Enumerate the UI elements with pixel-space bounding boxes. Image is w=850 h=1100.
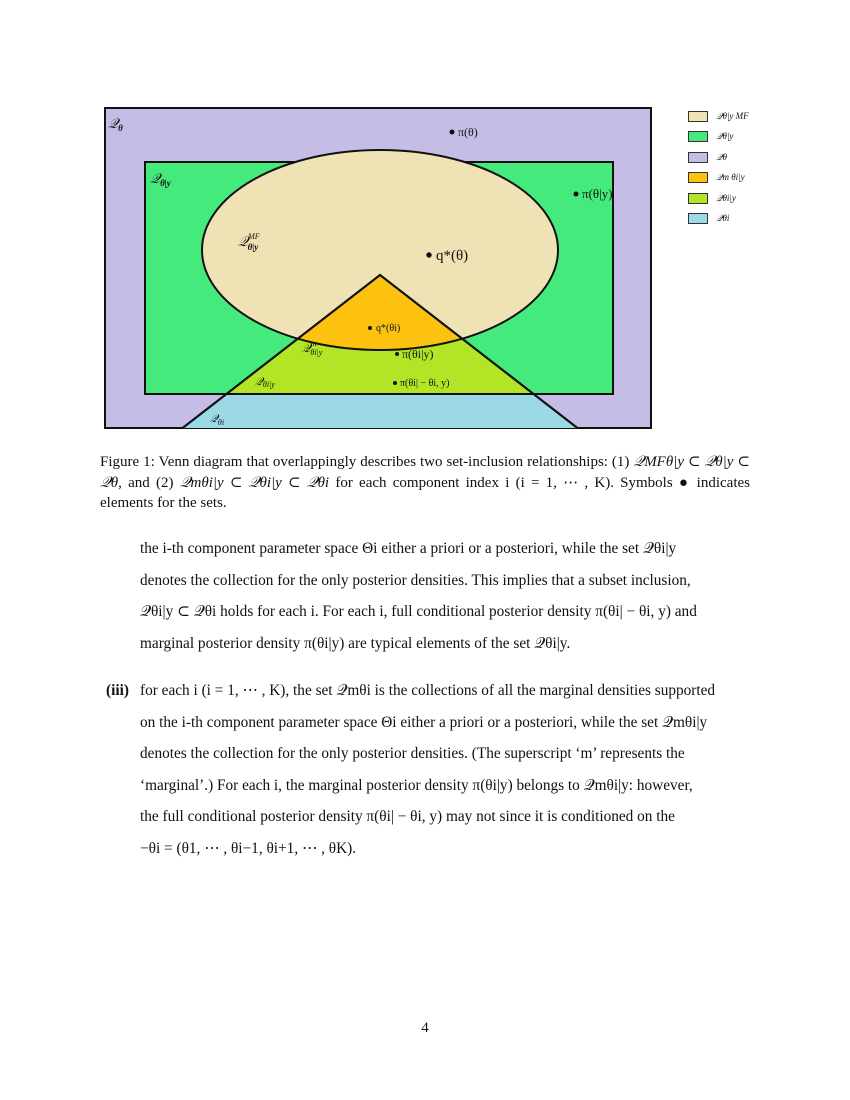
legend-swatch [688, 111, 708, 122]
paragraph-line: on the i-th component parameter space Θi either a priori or a posteriori, while the set 𝒬mθi|y [140, 713, 708, 731]
legend-label: 𝒬θ [716, 151, 727, 162]
legend-label: 𝒬θ|y MF [716, 110, 749, 121]
body-paragraph-2 [140, 675, 750, 864]
label-q-m-theta-i-y: 𝒬$^m$ θi|y [302, 339, 323, 357]
label-q-theta-i: 𝒬$_{\theta i}$ [210, 413, 225, 427]
paragraph-line: ‘marginal’.) For each i, the marginal posterior density π(θi|y) belongs to 𝒬mθi|y: however, [140, 776, 693, 794]
legend-swatch [688, 213, 708, 224]
legend-swatch [688, 193, 708, 204]
paragraph-line: for each i (i = 1, ⋯ , K), the set 𝒬mθi is the collections of all the marginal densities supported [140, 682, 716, 699]
legend-swatch [688, 152, 708, 163]
legend-label: 𝒬m θi|y [716, 172, 745, 183]
page-number: 4 [421, 1020, 429, 1036]
legend-item [688, 168, 788, 189]
legend [688, 106, 788, 229]
point-label: π(θi| − θi, y) [400, 378, 450, 389]
legend-swatch [688, 131, 708, 142]
legend-swatch [688, 172, 708, 183]
paragraph-line: −θi = (θ1, ⋯ , θi−1, θi+1, ⋯ , θK). [140, 839, 357, 857]
paragraph-line: the i-th component parameter space Θi either a priori or a posteriori, while the set 𝒬θi|y [140, 540, 677, 557]
legend-label: 𝒬θ|y [716, 131, 734, 142]
point-label: q*(θ) [436, 248, 469, 264]
caption-relation-1: 𝒬MFθ|y ⊂ 𝒬θ|y ⊂ 𝒬θ [100, 454, 750, 491]
point-label: π(θ) [458, 125, 478, 139]
caption-mid: , and (2) [118, 474, 180, 491]
caption-prefix: Figure 1: Venn diagram that overlappingly describes two set-inclusion relationships: (1) [100, 454, 634, 470]
legend-item [688, 209, 788, 230]
paragraph-line: marginal posterior density π(θi|y) are typical elements of the set 𝒬θi|y. [140, 634, 571, 652]
paragraph-line: 𝒬θi|y ⊂ 𝒬θi holds for each i. For each i, full conditional posterior density π(θi| − θi, y) and [140, 603, 697, 620]
point-label: q*(θi) [376, 323, 401, 334]
paragraph-line: the full conditional posterior density π(θi| − θi, y) may not since it is conditioned on the [140, 808, 675, 825]
point-label: π(θ|y) [582, 186, 613, 201]
list-item-label: (iii) [106, 682, 129, 699]
legend-item [688, 147, 788, 168]
point-pi-theta-i-cond [393, 378, 450, 389]
label-q-mf: 𝒬$^{MF}$ θ|y [238, 232, 260, 252]
label-q-theta: 𝒬$_\theta$ [108, 117, 123, 133]
legend-label: 𝒬θi [716, 213, 730, 224]
legend-item [688, 188, 788, 209]
legend-item [688, 106, 788, 127]
label-q-theta-y: 𝒬$_{\theta|y}$ [150, 172, 171, 188]
legend-label: 𝒬θi|y [716, 192, 736, 203]
point-label: π(θi|y) [402, 347, 434, 361]
paragraph-line: denotes the collection for the only posterior densities. (The superscript ‘m’ represents the [140, 745, 685, 762]
figure-caption [100, 452, 750, 514]
venn-diagram [100, 100, 760, 435]
label-q-theta-i-y: 𝒬θi|y [255, 376, 275, 389]
paragraph-line: denotes the collection for the only posterior densities. This implies that a subset inclusion, [140, 571, 691, 589]
body-paragraph-1 [140, 533, 750, 659]
legend-item [688, 127, 788, 148]
caption-suffix: for each component index i (i = 1, ⋯ , K). Symbols ● indicates elements for the sets. [100, 474, 750, 511]
caption-relation-2: 𝒬mθi|y ⊂ 𝒬θi|y ⊂ 𝒬θi [179, 474, 330, 491]
